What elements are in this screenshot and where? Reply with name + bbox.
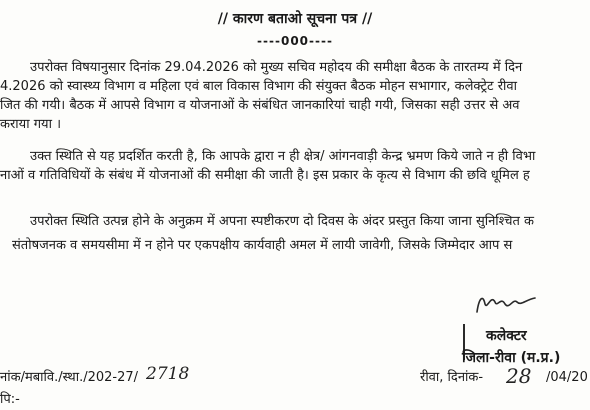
signature-mark (463, 288, 543, 318)
para3-line1: उपरोक्त स्थिति उत्पन्न होने के अनुक्रम में अपना स्पष्टीकरण दो दिवस के अंदर प्रस्तुत किया जाना सुनिश्चित क (30, 214, 534, 229)
date-suffix: /04/20 (546, 370, 588, 385)
signatory-office: जिला-रीवा (म.प्र.) (462, 350, 561, 366)
para1-line1: उपरोक्त विषयानुसार दिनांक 29.04.2026 को मुख्य सचिव महोदय की समीक्षा बैठक के तारतम्य में दिन (30, 60, 523, 75)
reference-number-label: नांक/मबावि./स्था./202-27/ (0, 370, 139, 385)
place-date-label: रीवा, दिनांक- (420, 370, 484, 385)
copy-to-label: पि:- (0, 392, 20, 407)
separator: ----000---- (257, 34, 333, 48)
para3-line2: संतोषजनक व समयसीमा में न होने पर एकपक्षीय कार्यवाही अमल में लायी जावेगी, जिसके जिम्मेदार आप स (12, 238, 513, 253)
signatory-designation: कलेक्टर (486, 328, 527, 344)
para1-line3: जित की गयी। बैठक में आपसे विभाग व योजनाओं के संबंधित जानकारियां चाही गयी, जिसका सही उत्तर से अव (0, 98, 520, 113)
para1-line4: कराया गया । (0, 117, 61, 132)
para2-line1: उक्त स्थिति से यह प्रदर्शित करती है, कि आपके द्वारा न ही क्षेत्र/ आंगनवाड़ी केन्द्र भ्रमण किये जाते न ही विभा (30, 149, 536, 164)
reference-number-handwritten: 2718 (146, 364, 190, 384)
para2-line2: नाओं व गतिविधियों के संबंध में योजनाओं की समीक्षा की जाती है। इस प्रकार के कृत्य से विभाग की छवि धूमिल ह (0, 168, 530, 183)
date-day-handwritten: 28 (506, 364, 532, 388)
para1-line2: 4.2026 को स्वास्थ्य विभाग व महिला एवं बाल विकास विभाग की संयुक्त बैठक मोहन सभागार, कलेक्ट्रेट रीवा (0, 79, 517, 94)
notice-title: // कारण बताओ सूचना पत्र // (217, 11, 373, 27)
